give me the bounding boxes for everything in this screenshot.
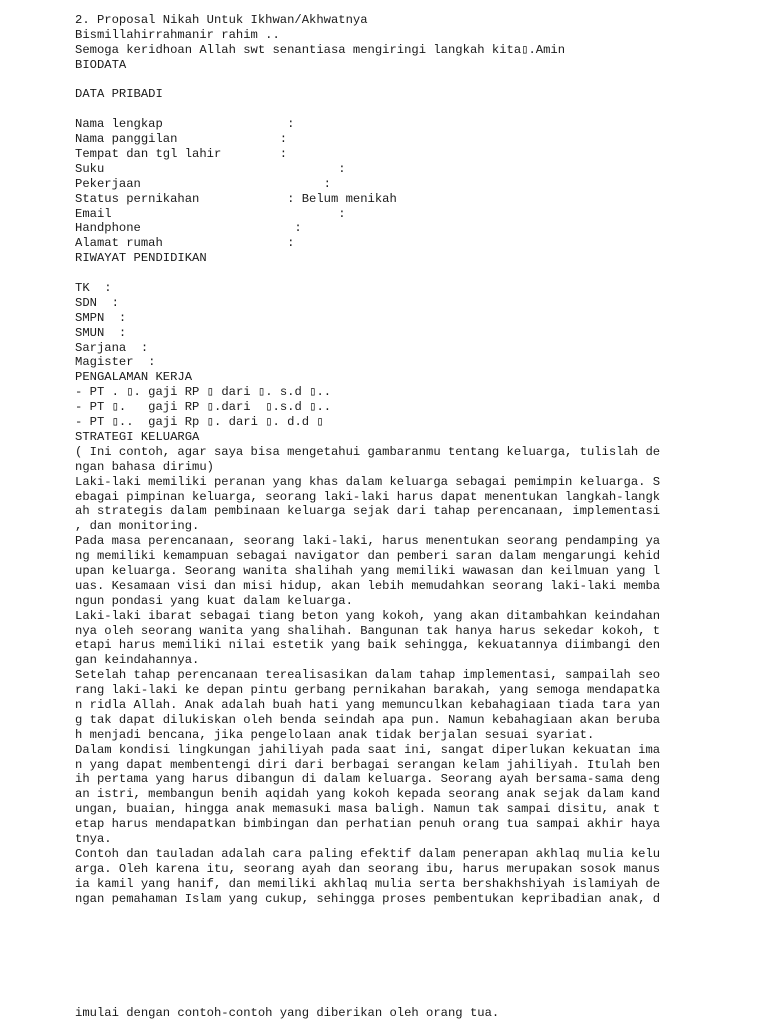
body-line: h menjadi bencana, jika pengelolaan anak tidak berjalan sesuai syariat.	[75, 727, 595, 742]
body-line: ebagai pimpinan keluarga, seorang laki-laki harus dapat menentukan langkah-langk	[75, 489, 661, 504]
body-line: an istri, membangun benih aqidah yang kokoh kepada seorang anak sejak dalam kand	[75, 787, 661, 802]
data-pribadi-fields	[75, 117, 685, 251]
body-line: arga. Oleh karena itu, seorang ayah dan seorang ibu, harus merupakan sosok manus	[75, 861, 661, 876]
pendidikan-sarjana: Sarjana :	[75, 340, 149, 355]
field-alamat-rumah: Alamat rumah :	[75, 236, 295, 251]
body-line: Pada masa perencanaan, seorang laki-laki, harus menentukan seorang pendamping ya	[75, 534, 661, 549]
body-line: ungan, buaian, hingga anak memasuki masa baligh. Namun tak sampai disitu, anak t	[75, 802, 661, 817]
pengalaman-item: - PT ▯. gaji RP ▯.dari ▯.s.d ▯..	[75, 400, 332, 415]
body-line: ia kamil yang hanif, dan memiliki akhlaq mulia serta bershakhshiyah islamiyah de	[75, 876, 661, 891]
pendidikan-sdn: SDN :	[75, 295, 119, 310]
body-line: Setelah tahap perencanaan terealisasikan dalam tahap implementasi, sampailah seo	[75, 668, 661, 683]
body-line: ng memiliki kemampuan sebagai navigator dan pemberi saran dalam mengarungi kehid	[75, 549, 661, 564]
greeting-line: Bismillahirrahmanir rahim ..	[75, 27, 280, 42]
body-line: etapi harus memiliki nilai estetik yang baik sehingga, kekuatannya diimbangi den	[75, 638, 661, 653]
body-line: ngun pondasi yang kuat dalam keluarga.	[75, 593, 353, 608]
pendidikan-smun: SMUN :	[75, 325, 127, 340]
body-line: etap harus mendapatkan bimbingan dan perhatian penuh orang tua sampai akhir haya	[75, 817, 661, 832]
body-line: rang laki-laki ke depan pintu gerbang pernikahan barakah, yang semoga mendapatka	[75, 683, 661, 698]
prayer-line: Semoga keridhoan Allah swt senantiasa mengiringi langkah kita▯.Amin	[75, 42, 566, 57]
field-nama-panggilan: Nama panggilan :	[75, 132, 288, 147]
pengalaman-kerja-list	[75, 385, 685, 430]
field-handphone: Handphone :	[75, 221, 302, 236]
body-line: uas. Kesamaan visi dan misi hidup, akan lebih memudahkan seorang laki-laki memba	[75, 578, 661, 593]
pendidikan-smpn: SMPN :	[75, 310, 127, 325]
body-line: n ridla Allah. Anak adalah buah hati yang memunculkan kebahagiaan tiada tara yan	[75, 697, 661, 712]
pengalaman-kerja-heading: PENGALAMAN KERJA	[75, 370, 193, 385]
body-line: ngan pemahaman Islam yang cukup, sehingga proses pembentukan kepribadian anak, d	[75, 891, 661, 906]
field-suku: Suku :	[75, 161, 346, 176]
pendidikan-tk: TK :	[75, 281, 112, 296]
pengalaman-item: - PT . ▯. gaji RP ▯ dari ▯. s.d ▯..	[75, 385, 332, 400]
pengalaman-item: - PT ▯.. gaji Rp ▯. dari ▯. d.d ▯	[75, 415, 324, 430]
body-line: ih pertama yang harus dibangun di dalam keluarga. Seorang ayah bersama-sama deng	[75, 772, 661, 787]
page-footer-continuation: imulai dengan contoh-contoh yang diberikan oleh orang tua.	[75, 1006, 500, 1020]
body-line: ah strategis dalam pembinaan keluarga sejak dari tahap perencanaan, implementasi	[75, 504, 661, 519]
data-pribadi-heading: DATA PRIBADI	[75, 87, 163, 102]
body-line: upan keluarga. Seorang wanita shalihah yang memiliki wawasan dan keilmuan yang l	[75, 563, 661, 578]
riwayat-pendidikan-list	[75, 281, 685, 370]
field-nama-lengkap: Nama lengkap :	[75, 117, 295, 132]
blank-line	[75, 266, 685, 281]
body-line: n yang dapat membentengi diri dari berbagai serangan kelam jahiliyah. Itulah ben	[75, 757, 661, 772]
body-line: Contoh dan tauladan adalah cara paling efektif dalam penerapan akhlaq mulia kelu	[75, 846, 661, 861]
field-email: Email :	[75, 206, 346, 221]
body-line: ngan bahasa dirimu)	[75, 459, 214, 474]
body-line: tnya.	[75, 831, 112, 846]
body-line: , dan monitoring.	[75, 519, 200, 534]
body-line: Laki-laki memiliki peranan yang khas dalam keluarga sebagai pemimpin keluarga. S	[75, 474, 661, 489]
pendidikan-magister: Magister :	[75, 355, 156, 370]
biodata-heading: BIODATA	[75, 57, 127, 72]
body-line: Dalam kondisi lingkungan jahiliyah pada saat ini, sangat diperlukan kekuatan ima	[75, 742, 661, 757]
body-line: nya oleh seorang wanita yang shalihah. Bangunan tak hanya harus sekedar kokoh, t	[75, 623, 661, 638]
strategi-keluarga-heading: STRATEGI KELUARGA	[75, 429, 200, 444]
riwayat-pendidikan-heading: RIWAYAT PENDIDIKAN	[75, 251, 207, 266]
document-title: 2. Proposal Nikah Untuk Ikhwan/Akhwatnya	[75, 13, 368, 27]
body-line: g tak dapat dilukiskan oleh benda seindah apa pun. Namun kebahagiaan akan beruba	[75, 712, 661, 727]
document-page	[75, 13, 685, 906]
body-line: Laki-laki ibarat sebagai tiang beton yang kokoh, yang akan ditambahkan keindahan	[75, 608, 661, 623]
body-line: ( Ini contoh, agar saya bisa mengetahui gambaranmu tentang keluarga, tulislah de	[75, 444, 661, 459]
field-status-pernikahan: Status pernikahan : Belum menikah	[75, 191, 397, 206]
blank-line	[75, 73, 685, 88]
blank-line	[75, 102, 685, 117]
body-line: gan keindahannya.	[75, 653, 200, 668]
field-tempat-tgl-lahir: Tempat dan tgl lahir :	[75, 147, 288, 162]
strategi-keluarga-body	[75, 445, 685, 907]
field-pekerjaan: Pekerjaan :	[75, 176, 331, 191]
